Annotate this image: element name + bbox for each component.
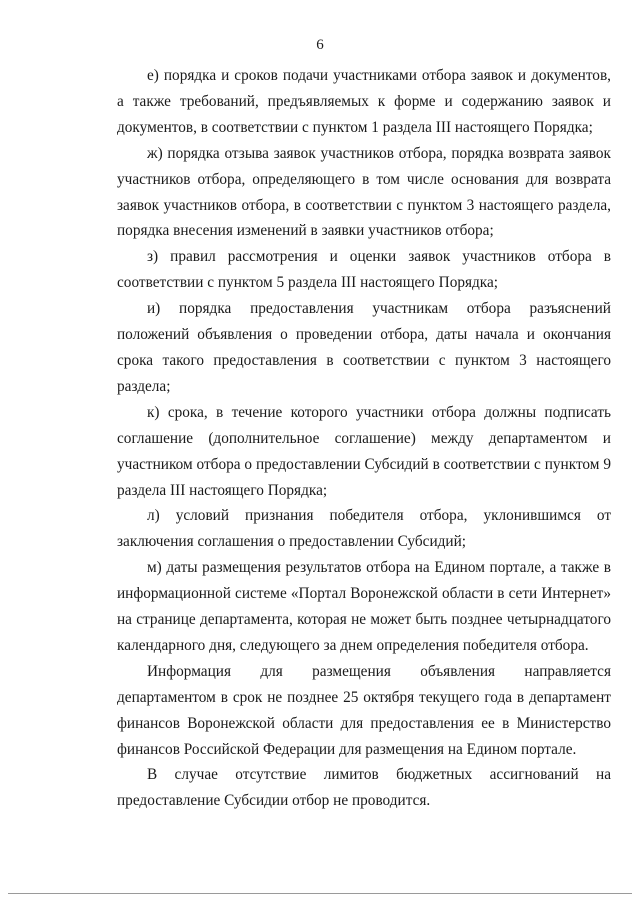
paragraph-item-k: к) срока, в течение которого участники отбора должны подписать соглашение (дополнительное соглашение) между департаментом и участником отбора о предоставлении Субсидий в соответствии с пунктом 9 раздела III настоящего Порядка;	[117, 403, 611, 499]
page-number: 6	[316, 37, 324, 53]
paragraph-item-l: л) условий признания победителя отбора, уклонившимся от заключения соглашения о предоставлении Субсидий;	[117, 507, 611, 551]
scan-edge-divider	[8, 893, 632, 894]
paragraph-item-zh: ж) порядка отзыва заявок участников отбора, порядка возврата заявок участников отбора, определяющего в том числе основания для возврата заявок участников отбора, в соответствии с пунктом 3 настоящего раздела, порядка внесения изменений в заявки участников отбора;	[117, 144, 611, 240]
paragraph-announcement-info: Информация для размещения объявления направляется департаментом в срок не позднее 25 октября текущего года в департамент финансов Воронежской области для предоставления ее в Министерство финансов Российской Федерации для размещения на Едином портале.	[117, 662, 611, 758]
document-body	[117, 63, 611, 814]
paragraph-no-budget-limits: В случае отсутствие лимитов бюджетных ассигнований на предоставление Субсидии отбор не проводится.	[117, 766, 611, 810]
paragraph-item-z: з) правил рассмотрения и оценки заявок участников отбора в соответствии с пунктом 5 раздела III настоящего Порядка;	[117, 248, 611, 292]
paragraph-item-i: и) порядка предоставления участникам отбора разъяснений положений объявления о проведении отбора, даты начала и окончания срока такого предоставления в соответствии с пунктом 3 настоящего раздела;	[117, 300, 611, 395]
paragraph-item-e: е) порядка и сроков подачи участниками отбора заявок и документов, а также требований, предъявляемых к форме и содержанию заявок и документов, в соответствии с пунктом 1 раздела III настоящего Порядка;	[117, 67, 611, 136]
paragraph-item-m: м) даты размещения результатов отбора на Едином портале, а также в информационной системе «Портал Воронежской области в сети Интернет» на странице департамента, которая не может быть позднее четырнадцатого календарного дня, следующего за днем определения победителя отбора.	[117, 559, 611, 654]
